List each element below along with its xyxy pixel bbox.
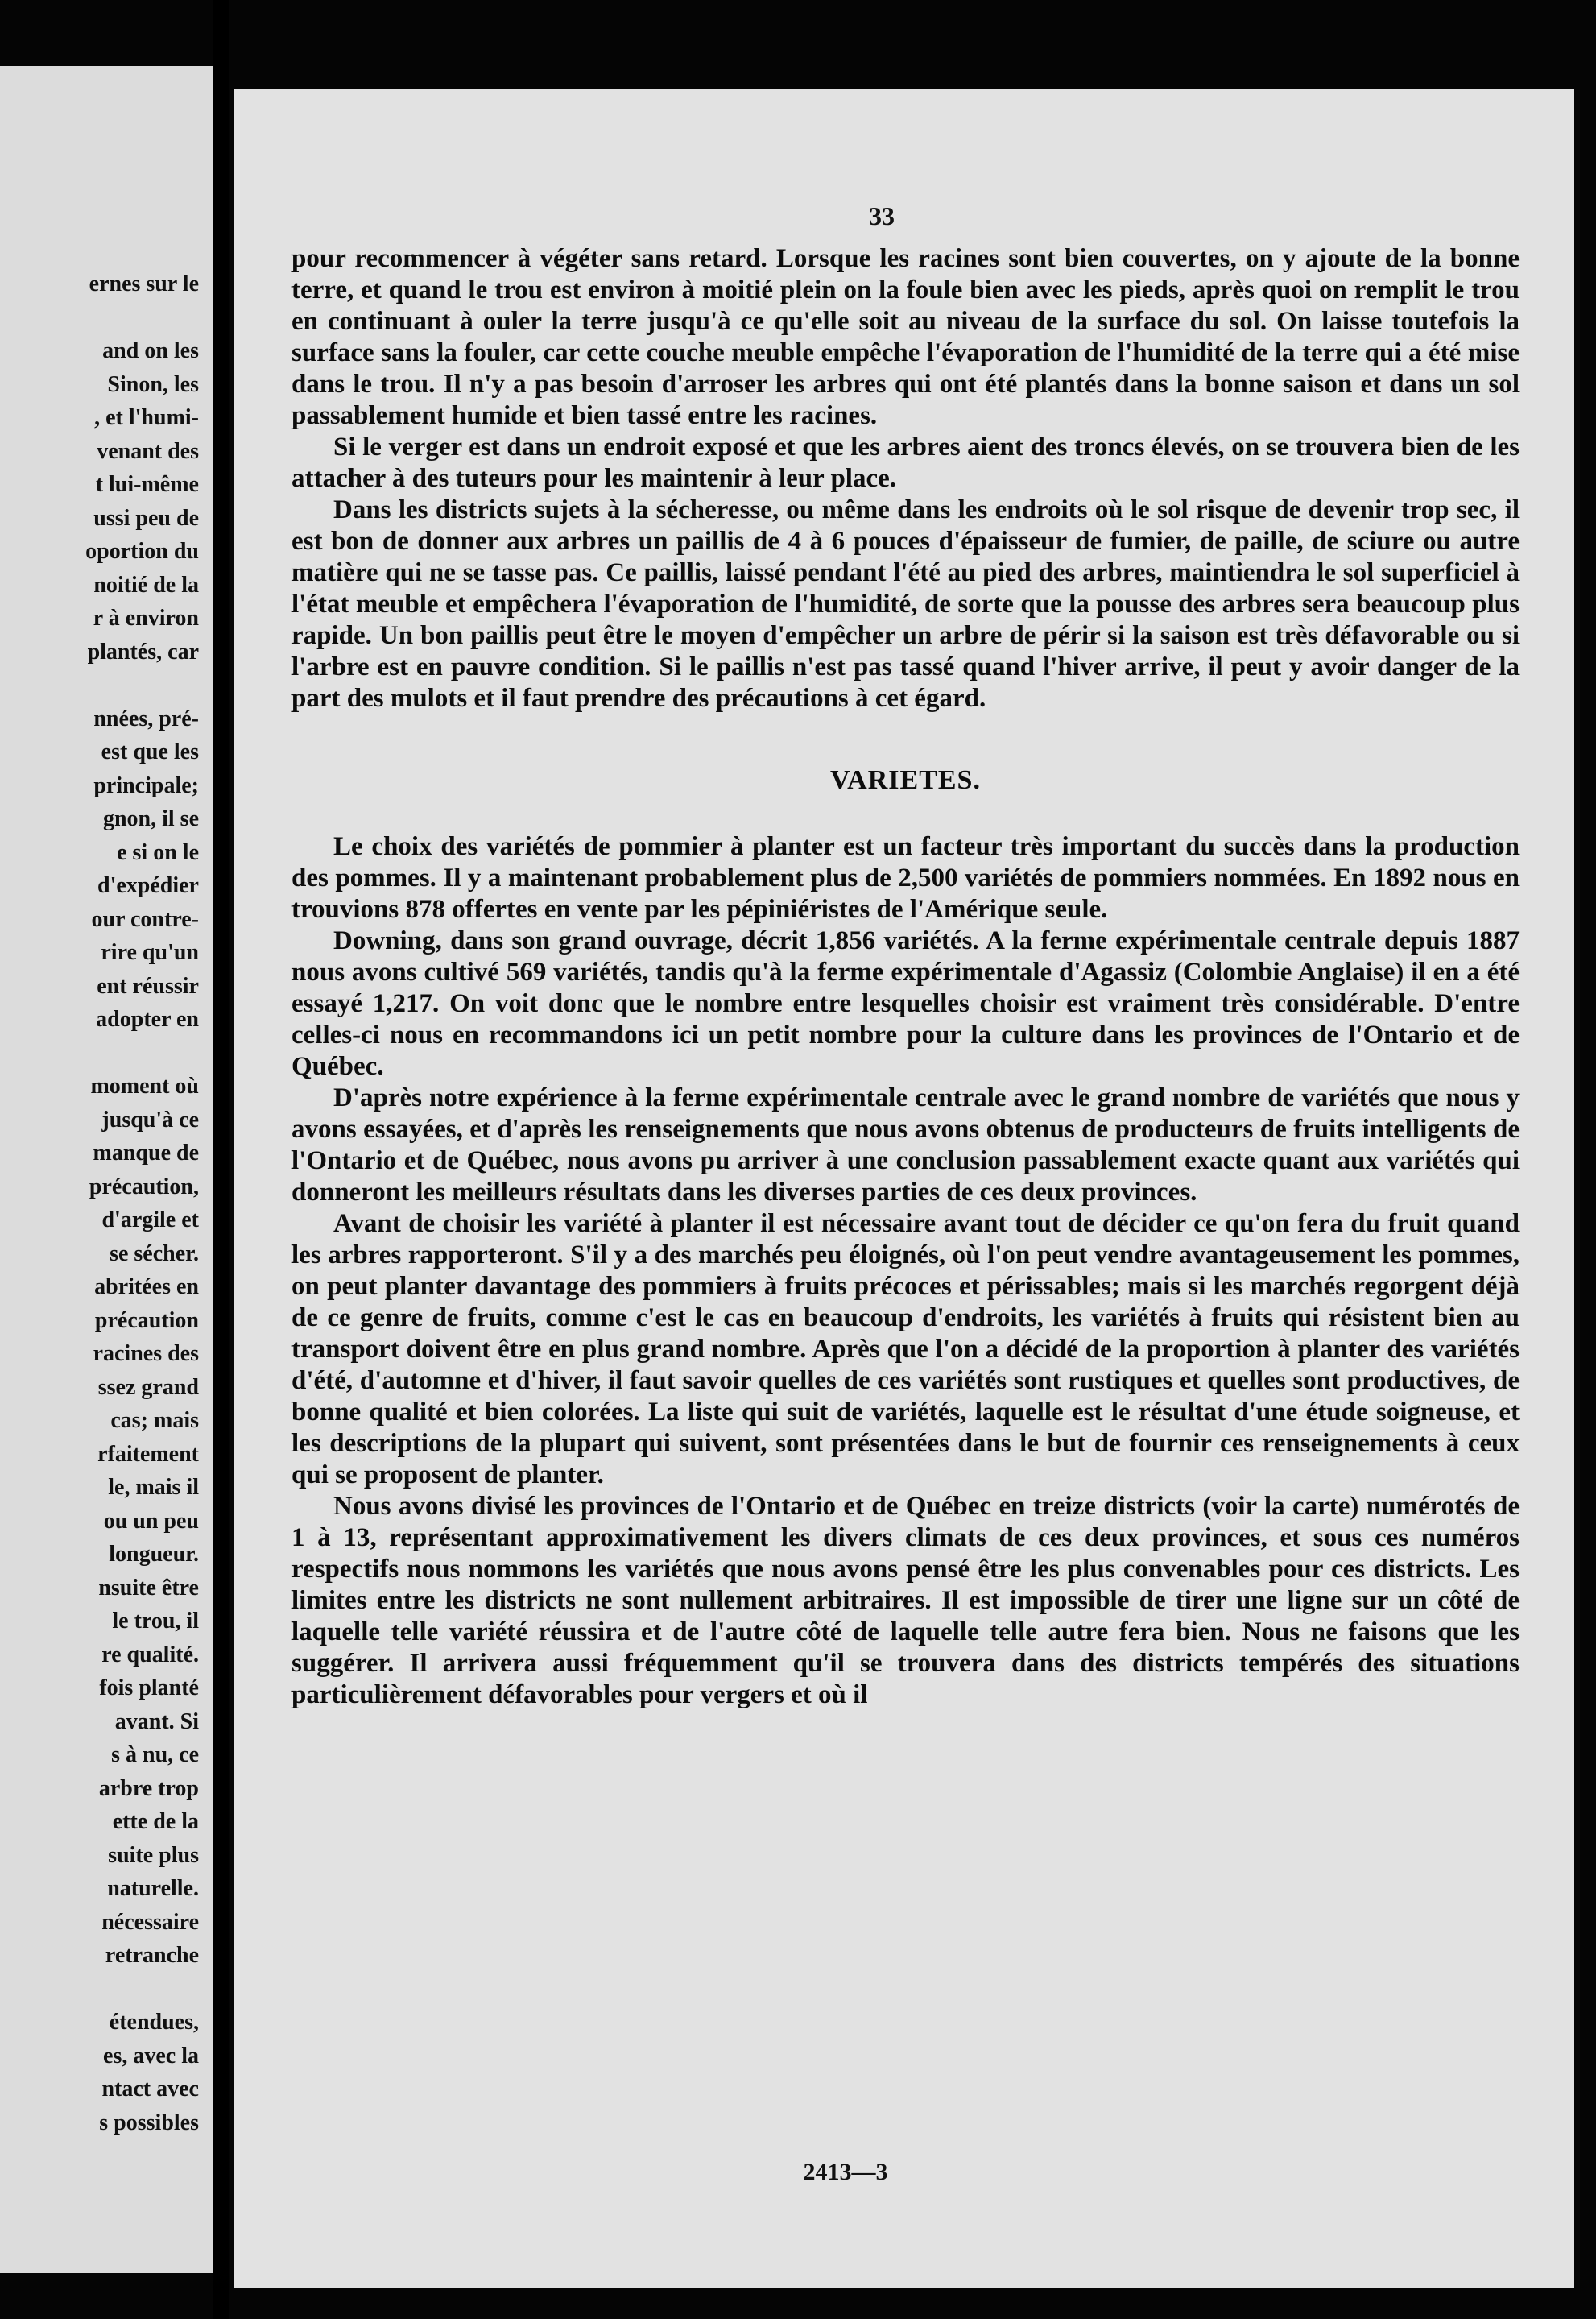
left-page-line: nécessaire: [101, 1909, 199, 1935]
left-page-line: le trou, il: [112, 1609, 199, 1634]
line-gap: [85, 669, 199, 702]
left-page-fragment: [0, 66, 213, 2273]
left-page-line: avant. Si: [114, 1708, 199, 1734]
left-page-line: rfaitement: [97, 1441, 199, 1467]
left-page-line: fois planté: [99, 1675, 199, 1700]
left-page-line: d'expédier: [97, 873, 199, 898]
left-page-line: e si on le: [117, 839, 199, 865]
paragraphs-after-heading: [291, 831, 1520, 1711]
left-page-line: re qualité.: [101, 1642, 199, 1667]
paragraphs-before-heading: [291, 243, 1520, 714]
left-page-line: adopter en: [96, 1007, 199, 1032]
left-page-line: moment où: [90, 1074, 199, 1099]
left-page-line: naturelle.: [107, 1876, 199, 1901]
paragraph: pour recommencer à végéter sans retard. Lorsque les racines sont bien couvertes, on y ajoute de la bonne terre, et quand le trou est environ à moitié plein on la foule bien avec les pieds, après quoi on remplit le trou en continuant à ouler la terre jusqu'à ce qu'elle soit au niveau de la surface du sol. On laisse toutefois la surface sans la fouler, car cette couche meuble empêche l'évaporation de l'humidité de la terre qui a été mise dans le trou. Il n'y a pas besoin d'arroser les arbres qui ont été plantés dans la bonne saison et dans un sol passablement humide et bien tassé entre les racines.: [291, 244, 1520, 430]
page-number: 33: [869, 201, 895, 230]
left-page-line: est que les: [101, 739, 199, 764]
paragraph: Nous avons divisé les provinces de l'Ontario et de Québec en treize districts (voir la carte) numérotés de 1 à 13, représentant approximativement les divers climats de ces deux provinces, et sous ces numéros respectifs nous nommons les variétés que nous avons pensé être les plus convenables pour ces districts. Les limites entre les districts ne sont nullement arbitraires. Il est impossible de tirer une ligne sur un côté de laquelle telle variété réussira et de l'autre côté de laquelle telle autre fera bien. Nous ne faisons que les suggérer. Il arrivera aussi fréquemment qu'il se trouvera dans des districts tempérés des situations particulièrement défavorables pour vergers et où il: [291, 1492, 1520, 1709]
left-page-line: d'argile et: [101, 1207, 199, 1232]
left-page-line: noitié de la: [93, 572, 199, 598]
left-page-line: précaution: [94, 1307, 199, 1333]
line-gap: [85, 1973, 199, 2006]
left-page-line: rire qu'un: [101, 940, 199, 965]
left-page-line: and on les: [102, 338, 199, 363]
left-page-line: t lui-même: [95, 472, 199, 497]
left-page-line: suite plus: [108, 1842, 199, 1868]
signature-mark: 2413—3: [803, 2159, 888, 2185]
left-page-line: r à environ: [93, 606, 199, 631]
line-gap: [85, 1037, 199, 1070]
left-page-line: étendues,: [109, 2010, 199, 2035]
left-page-line: ernes sur le: [89, 271, 199, 296]
left-page-line: s à nu, ce: [111, 1742, 199, 1767]
left-page-line: ette de la: [112, 1809, 199, 1834]
left-page-line: retranche: [105, 1943, 199, 1968]
left-page-line: nsuite être: [98, 1575, 199, 1601]
paragraph: Si le verger est dans un endroit exposé et que les arbres aient des troncs élevés, on se trouvera bien de les attacher à des tuteurs pour les maintenir à leur place.: [291, 433, 1520, 493]
paragraph: Avant de choisir les variété à planter il est nécessaire avant tout de décider ce qu'on fera du fruit quand les arbres rapporteront. S'il y a des marchés peu éloignés, où l'on peut vendre avantageusement les pommes, on peut planter davantage des pommiers à fruits précoces et périssables; mais si les marchés regorgent déjà de ce genre de fruits, comme c'est le cas en beaucoup d'endroits, les variétés à fruits qui résistent bien au transport doivent être en plus grand nombre. Après que l'on a décidé de la proportion à planter des variétés d'été, d'automne et d'hiver, il faut savoir quelles de ces variétés sont rustiques et quelles sont productives, de bonne qualité et bien colorées. La liste qui suit de variétés, laquelle est le résultat d'une étude soigneuse, et les descriptions de la plupart qui suivent, sont présentées dans le but de fournir ces renseignements à ceux qui se proposent de planter.: [291, 1209, 1520, 1489]
left-page-line: manque de: [93, 1141, 199, 1166]
paragraph: Le choix des variétés de pommier à planter est un facteur très important du succès dans la production des pommes. Il y a maintenant probablement plus de 2,500 variétés de pommiers nommées. En 1892 nous en trouvions 878 offertes en vente par les pépiniéristes de l'Amérique seule.: [291, 832, 1520, 924]
left-page-line: racines des: [93, 1341, 199, 1366]
left-page-line: cas; mais: [110, 1408, 199, 1433]
left-page-line: es, avec la: [103, 2043, 199, 2068]
left-page-line: principale;: [93, 772, 199, 798]
left-page-line: ntact avec: [101, 2077, 199, 2102]
section-heading: VARIETES.: [830, 765, 981, 795]
left-page-line: nnées, pré-: [93, 706, 199, 731]
left-page-line: ssez grand: [97, 1374, 199, 1400]
left-page-line: se sécher.: [110, 1240, 199, 1266]
left-page-line: abritées en: [94, 1274, 199, 1299]
left-page-text: [85, 267, 199, 2139]
body-text: [291, 243, 1520, 1711]
left-page-line: ent réussir: [97, 973, 199, 999]
left-page-line: our contre-: [91, 906, 199, 932]
left-page-line: ussi peu de: [93, 505, 199, 531]
left-page-line: gnon, il se: [102, 806, 199, 831]
left-page-line: , et l'humi-: [94, 405, 199, 430]
left-page-line: précaution,: [89, 1174, 199, 1199]
right-page: [234, 89, 1574, 2288]
left-page-line: oportion du: [85, 539, 199, 564]
left-page-line: longueur.: [109, 1542, 199, 1567]
line-gap: [85, 301, 199, 335]
left-page-line: Sinon, les: [107, 371, 199, 397]
book-gutter: [213, 0, 229, 2319]
paragraph: Dans les districts sujets à la sécheresse, ou même dans les endroits où le sol risque de devenir trop sec, il est bon de donner aux arbres un paillis de 4 à 6 pouces d'épaisseur de fumier, de paille, de sciure ou autre matière qui ne se tasse pas. Ce paillis, laissé pendant l'été au pied des arbres, maintiendra le sol superficiel à l'état meuble et empêchera l'évaporation de l'humidité, de sorte que la pousse des arbres sera beaucoup plus rapide. Un bon paillis peut être le moyen d'empêcher un arbre de périr si la saison est très défavorable ou si l'arbre est en pauvre condition. Si le paillis n'est pas tassé quand l'hiver arrive, il peut y avoir danger de la part des mulots et il faut prendre des précautions à cet égard.: [291, 495, 1520, 713]
left-page-line: arbre trop: [98, 1775, 199, 1801]
left-page-line: plantés, car: [87, 639, 199, 665]
paragraph: Downing, dans son grand ouvrage, décrit 1,856 variétés. A la ferme expérimentale centrale depuis 1887 nous avons cultivé 569 variétés, tandis qu'à la ferme expérimentale d'Agassiz (Colombie Anglaise) il en a été essayé 1,217. On voit donc que le nombre entre lesquelles choisir est vraiment très considérable. D'entre celles-ci nous en recommandons ici un petit nombre pour la culture dans les provinces de l'Ontario et de Québec.: [291, 926, 1520, 1081]
left-page-line: jusqu'à ce: [101, 1107, 199, 1133]
paragraph: D'après notre expérience à la ferme expérimentale centrale avec le grand nombre de variétés que nous y avons essayées, et d'après les renseignements que nous avons obtenus de producteurs de fruits intelligents de l'Ontario et de Québec, nous avons pu arriver à une conclusion passablement exacte quant aux variétés qui donneront les meilleurs résultats dans les diverses parties de ces deux provinces.: [291, 1083, 1520, 1207]
left-page-line: ou un peu: [103, 1508, 199, 1534]
left-page-line: s possibles: [99, 2110, 199, 2135]
left-page-line: le, mais il: [108, 1475, 199, 1500]
left-page-line: venant des: [97, 438, 199, 464]
